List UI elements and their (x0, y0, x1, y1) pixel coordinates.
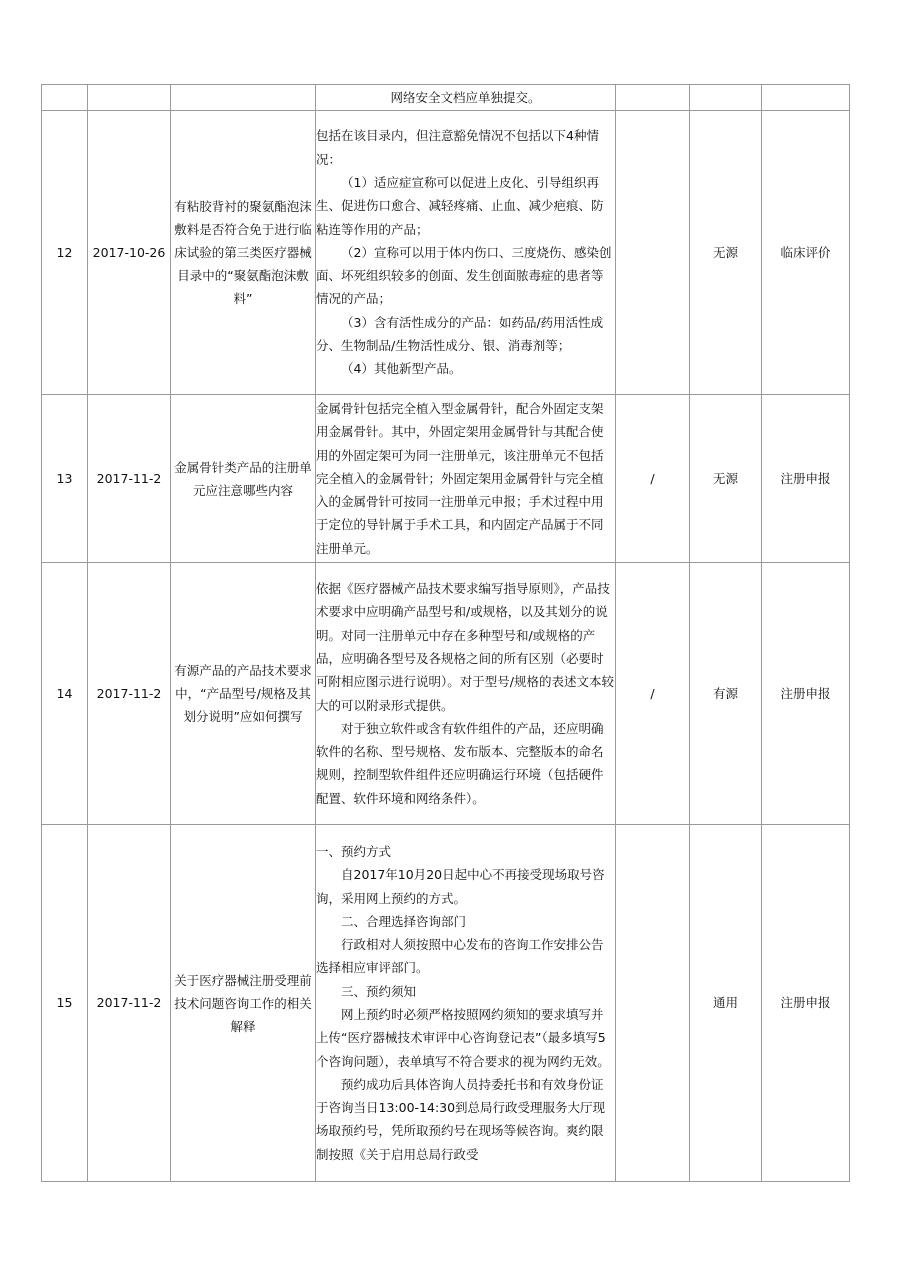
content-paragraph: 预约成功后具体咨询人员持委托书和有效身份证于咨询当日13:00-14:30到总局行政受理服务大厅现场取预约号，凭所取预约号在现场等候咨询。爽约限制按照《关于启用总局行政受 (316, 1076, 606, 1162)
cell-col5 (616, 825, 690, 1182)
cell-col5 (616, 111, 690, 395)
cell-col7 (762, 85, 850, 111)
content-paragraph: 行政相对人须按照中心发布的咨询工作安排公告选择相应审评部门。 (316, 937, 604, 976)
content-paragraph: （4）其他新型产品。 (341, 361, 462, 377)
cell-col6: 无源 (690, 395, 762, 563)
cell-date: 2017-11-2 (88, 825, 171, 1182)
cell-title: 金属骨针类产品的注册单元应注意哪些内容 (171, 395, 316, 563)
content-paragraph: 依据《医疗器械产品技术要求编写指导原则》，产品技术要求中应明确产品型号和/或规格，以及其划分的说明。对同一注册单元中存在多种型号和/或规格的产品，应明确各型号及各规格之间的所有区别（必要时可附相应图示进行说明）。对于型号/规格的表述文本较大的可以附录形式提供。 (316, 581, 614, 713)
cell-title (171, 85, 316, 111)
cell-no (42, 85, 88, 111)
table-row (42, 395, 850, 563)
content-paragraph: （3）含有活性成分的产品：如药品/药用活性成分、生物制品/生物活性成分、银、消毒剂等； (316, 314, 604, 354)
cell-date: 2017-11-2 (88, 563, 171, 825)
qa-table (41, 84, 850, 1182)
cell-col6 (690, 85, 762, 111)
content-paragraph: （2）宣称可以用于体内伤口、三度烧伤、感染创面、坏死组织较多的创面、发生创面脓毒症的患者等情况的产品； (316, 244, 612, 307)
table-row (42, 111, 850, 395)
content-paragraph: 对于独立软件或含有软件组件的产品，还应明确软件的名称、型号规格、发布版本、完整版本的命名规则，控制型软件组件还应明确运行环境（包括硬件配置、软件环境和网络条件）。 (316, 720, 604, 806)
content-paragraph: 自2017年10月20日起中心不再接受现场取号咨询，采用网上预约的方式。 (316, 867, 605, 906)
cell-content (316, 395, 616, 563)
table-row (42, 563, 850, 825)
cell-content (316, 111, 616, 395)
cell-col7: 注册申报 (762, 563, 850, 825)
cell-content (316, 825, 616, 1182)
cell-no: 14 (42, 563, 88, 825)
cell-title: 有粘胶背衬的聚氨酯泡沫敷料是否符合免于进行临床试验的第三类医疗器械目录中的“聚氨酯泡沫敷料” (171, 111, 316, 395)
cell-no: 13 (42, 395, 88, 563)
content-paragraph: （1）适应症宣称可以促进上皮化、引导组织再生、促进伤口愈合、减轻疼痛、止血、减少疤痕、防粘连等作用的产品； (316, 174, 604, 237)
cell-col7: 临床评价 (762, 111, 850, 395)
cell-col7: 注册申报 (762, 825, 850, 1182)
cell-col7: 注册申报 (762, 395, 850, 563)
content-paragraph: 三、预约须知 (341, 983, 417, 999)
cell-content (316, 85, 616, 111)
cell-no: 12 (42, 111, 88, 395)
cell-no: 15 (42, 825, 88, 1182)
cell-col6: 通用 (690, 825, 762, 1182)
cell-date: 2017-10-26 (88, 111, 171, 395)
cell-content (316, 563, 616, 825)
content-paragraph: 包括在该目录内，但注意豁免情况不包括以下4种情况： (316, 128, 599, 167)
cell-col5 (616, 85, 690, 111)
cell-col5: / (616, 563, 690, 825)
content-paragraph: 二、合理选择咨询部门 (341, 913, 467, 929)
cell-col6: 有源 (690, 563, 762, 825)
table-row (42, 85, 850, 111)
cell-title: 关于医疗器械注册受理前技术问题咨询工作的相关解释 (171, 825, 316, 1182)
cell-title: 有源产品的产品技术要求中，“产品型号/规格及其划分说明”应如何撰写 (171, 563, 316, 825)
content-line: 网络安全文档应单独提交。 (390, 89, 541, 105)
table-row (42, 825, 850, 1182)
content-paragraph: 金属骨针包括完全植入型金属骨针，配合外固定支架用金属骨针。其中，外固定架用金属骨针与其配合使用的外固定架可为同一注册单元，该注册单元不包括完全植入的金属骨针；外固定架用金属骨针与完全植入的金属骨针可按同一注册单元申报；手术过程中用于定位的导针属于手术工具，和内固定产品属于不同注册单元。 (316, 400, 604, 556)
cell-date: 2017-11-2 (88, 395, 171, 563)
cell-date (88, 85, 171, 111)
cell-col6: 无源 (690, 111, 762, 395)
cell-col5: / (616, 395, 690, 563)
content-paragraph: 一、预约方式 (316, 843, 392, 859)
content-paragraph: 网上预约时必须严格按照网约须知的要求填写并上传“医疗器械技术审评中心咨询登记表”（最多填写5个咨询问题），表单填写不符合要求的视为网约无效。 (316, 1007, 610, 1069)
